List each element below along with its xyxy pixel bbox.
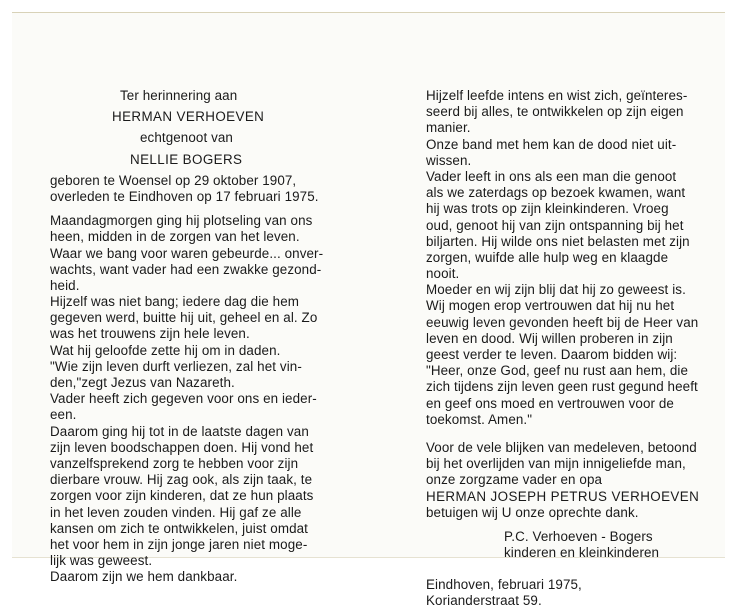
text-line: hij was trots op zijn kleinkinderen. Vroeg (426, 201, 669, 217)
text-line: en geef ons moed en vertrouwen voor de (426, 395, 674, 411)
address: Korianderstraat 59. (426, 593, 542, 609)
text-line: Daarom ging hij tot in de laatste dagen van (50, 423, 309, 439)
signatory-family: kinderen en kleinkinderen (504, 545, 660, 561)
text-line: kansen om zich te ontwikkelen, juist omdat (50, 520, 309, 536)
text-line: Onze band met hem kan de dood niet uit- (426, 136, 677, 152)
header-block (50, 88, 350, 168)
birth-line: geboren te Woensel op 29 oktober 1907, (50, 172, 297, 188)
spouse-name: NELLIE BOGERS (130, 151, 243, 167)
text-line: het voor hem in zijn jonge jaren niet moge- (50, 536, 308, 552)
text-line: Wat hij geloofde zette hij om in daden. (50, 342, 281, 358)
memorial-card (12, 12, 725, 609)
text-line: gegeven werd, buitte hij uit, geheel en al. Zo (50, 310, 318, 326)
text-line: nooit. (426, 266, 460, 282)
signature-block (426, 529, 726, 561)
text-line: wachts, want vader had een zwakke gezond- (50, 261, 322, 277)
text-line: zijn leven boodschappen doen. Hij vond het (50, 439, 314, 455)
text-line: wissen. (426, 152, 472, 168)
dates-block (50, 173, 350, 205)
text-line: Maandagmorgen ging hij plotseling van ons (50, 213, 313, 229)
death-line: overleden te Eindhoven op 17 februari 1975. (50, 188, 319, 204)
text-line: zich tijdens zijn leven geen rust gegund heeft (426, 379, 698, 395)
text-line: in het leven zouden vinden. Hij gaf ze alle (50, 504, 302, 520)
text-line: Moeder en wij zijn blij dat hij zo geweest is. (426, 282, 686, 298)
text-line: Waar we bang voor waren gebeurde... onver- (50, 245, 324, 261)
spouse-label: echtgenoot van (140, 130, 233, 146)
left-body-text (50, 213, 350, 585)
text-line: den,"zegt Jezus van Nazareth. (50, 375, 235, 390)
text-line: zorgen voor zijn kinderen, dat ze hun plaats (50, 488, 314, 504)
text-line: Hijzelf leefde intens en wist zich, geïnteres- (426, 88, 688, 103)
text-line: Voor de vele blijken van medeleven, betoond (426, 439, 697, 455)
text-line: seerd bij alles, te ontwikkelen op zijn eigen (426, 104, 684, 120)
footer-block (426, 577, 726, 609)
text-line: bij het overlijden van mijn innigeliefde man, (426, 456, 686, 472)
text-line: vanzelfsprekend zorg te hebben voor zijn (50, 455, 299, 471)
text-line: zorgen, wuifde alle hulp weg en klaagde (426, 249, 669, 265)
text-line: manier. (426, 120, 471, 136)
left-column (50, 88, 350, 585)
text-line: dierbare vrouw. Hij zag ook, als zijn taak, te (50, 472, 313, 488)
text-line: Vader leeft in ons als een man die genoot (426, 168, 677, 184)
right-body-text (426, 88, 726, 428)
text-line: toekomst. Amen." (426, 411, 533, 427)
text-line: Hijzelf was niet bang; iedere dag die hem (50, 294, 299, 310)
text-line: heid. (50, 277, 80, 293)
remembrance-line: Ter herinnering aan (120, 88, 238, 103)
place-date: Eindhoven, februari 1975, (426, 577, 582, 593)
text-line: geest verder te leven. Daarom bidden wij: (426, 347, 678, 362)
text-line: lijk was geweest. (50, 553, 153, 569)
signatory-name: P.C. Verhoeven - Bogers (504, 528, 653, 544)
full-name: HERMAN JOSEPH PETRUS VERHOEVEN (426, 488, 700, 504)
thanks-block (426, 440, 726, 521)
text-line: als we zaterdags op bezoek kwamen, want (426, 185, 686, 201)
text-line: betuigen wij U onze oprechte dank. (426, 504, 639, 520)
text-line: leven en dood. Wij willen proberen in zijn (426, 330, 673, 346)
text-line: was het trouwens zijn hele leven. (50, 326, 250, 342)
text-line: Daarom zijn we hem dankbaar. (50, 569, 238, 585)
text-line: eeuwig leven gevonden heeft bij de Heer van (426, 314, 699, 330)
text-line: Vader heeft zich gegeven voor ons en ieder- (50, 391, 317, 407)
text-line: oud, genoot hij van zijn ontspanning bij het (426, 217, 684, 233)
text-line: "Wie zijn leven durft verliezen, zal het vin- (50, 358, 302, 374)
text-line: Wij mogen erop vertrouwen dat hij nu het (426, 298, 675, 314)
text-line: onze zorgzame vader en opa (426, 472, 603, 488)
text-line: biljarten. Hij wilde ons niet belasten met zijn (426, 233, 690, 249)
right-column (426, 88, 726, 610)
text-line: heen, midden in de zorgen van het leven. (50, 229, 300, 245)
deceased-name: HERMAN VERHOEVEN (112, 109, 265, 125)
text-line: een. (50, 407, 77, 423)
text-line: "Heer, onze God, geef nu rust aan hem, die (426, 363, 689, 379)
